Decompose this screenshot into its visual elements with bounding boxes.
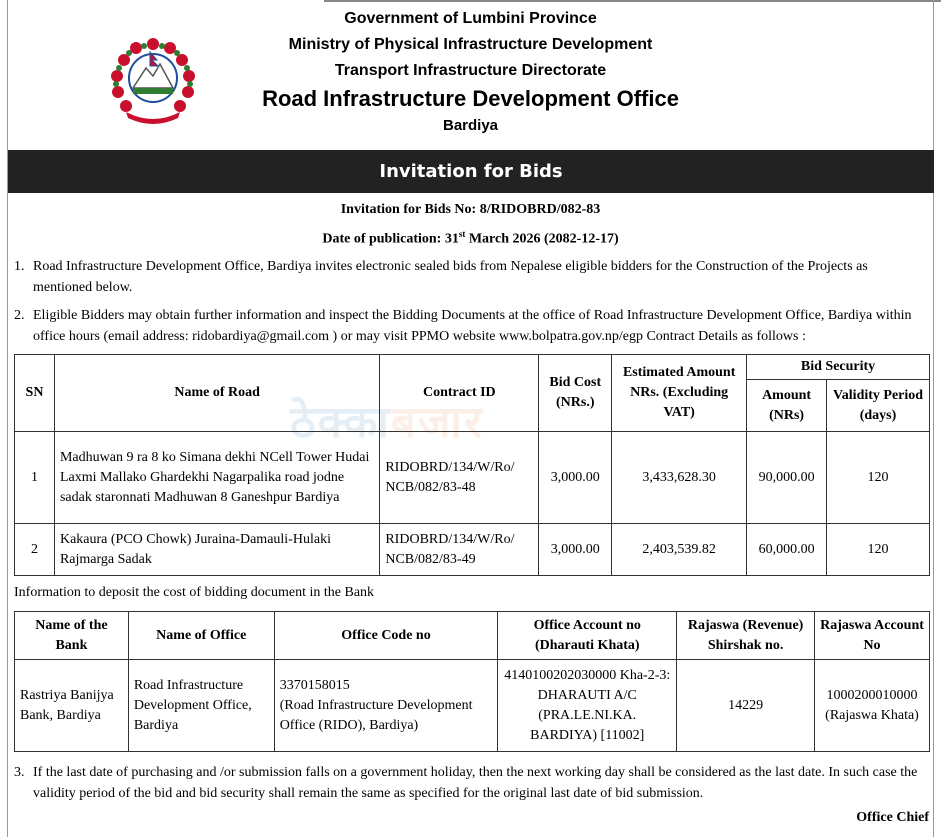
cell-bid-cost: 3,000.00: [539, 524, 612, 576]
paragraph-1: [14, 256, 930, 298]
ifb-number: Invitation for Bids No: 8/RIDOBRD/082-83: [340, 202, 601, 217]
header-road-name: Name of Road: [54, 355, 379, 432]
cell-bid-cost: 3,000.00: [539, 432, 612, 524]
cell-road-name: Kakaura (PCO Chowk) Juraina-Damauli-Hulaki Rajmarga Sadak: [54, 524, 379, 576]
cell-sn: 1: [15, 432, 55, 524]
publication-sup: st: [458, 229, 466, 239]
notice-banner: Invitation for Bids: [8, 150, 934, 193]
directorate-line: Transport Infrastructure Directorate: [334, 62, 607, 79]
header-shirshak-no: Rajaswa (Revenue) Shirshak no.: [677, 612, 815, 660]
header-office-name: Name of Office: [128, 612, 274, 660]
ministry-line: Ministry of Physical Infrastructure Development: [288, 36, 653, 53]
cell-office-name: Road Infrastructure Development Office, Bardiya: [128, 660, 274, 752]
paragraph-3: [14, 762, 930, 804]
office-code-desc: (Road Infrastructure Development Office (RIDO), Bardiya): [279, 697, 473, 733]
cell-rajaswa-account: [815, 660, 930, 752]
publication-date: [0, 229, 941, 248]
paragraph-number: 3.: [14, 765, 25, 780]
header-bank-name: Name of the Bank: [15, 612, 129, 660]
cell-estimated-amount: 2,403,539.82: [612, 524, 747, 576]
letterhead: [0, 6, 941, 138]
header-bid-cost: Bid Cost (NRs.): [539, 355, 612, 432]
paragraph-text: Eligible Bidders may obtain further information and inspect the Bidding Documents at the office of Road Infrastructure Development Office, Bardiya within office hours (email address: ridobardiya@gmail.com ) or may visit PPMO website www.bolpatra.gov.np/egp Contract Details as follows :: [33, 308, 912, 344]
paragraph-number: 1.: [14, 259, 25, 274]
cell-sn: 2: [15, 524, 55, 576]
header-account-no: Office Account no (Dharauti Khata): [498, 612, 677, 660]
publication-prefix: Date of publication: 31: [322, 231, 459, 247]
header-sn: SN: [15, 355, 55, 432]
cell-contract-id: RIDOBRD/134/W/Ro/ NCB/082/83-49: [380, 524, 539, 576]
office-code-number: 3370158015: [279, 677, 350, 693]
cell-road-name: Madhuwan 9 ra 8 ko Simana dekhi NCell Tower Hudai Laxmi Mallako Ghardekhi Nagarpalika road jodne sadak staronnati Madhuwan 8 Ganeshpur Bardiya: [54, 432, 379, 524]
table-row: [15, 432, 930, 524]
cell-contract-id: RIDOBRD/134/W/Ro/ NCB/082/83-48: [380, 432, 539, 524]
table-row: [15, 660, 930, 752]
signoff: Office Chief: [856, 810, 929, 825]
cell-security-amount: 60,000.00: [747, 524, 827, 576]
cell-account-no: 4140100202030000 Kha-2-3: DHARAUTI A/C (PRA.LE.NI.KA. BARDIYA) [11002]: [498, 660, 677, 752]
header-office-code: Office Code no: [274, 612, 498, 660]
cell-validity: 120: [827, 432, 930, 524]
office-location: Bardiya: [442, 117, 499, 134]
cell-estimated-amount: 3,433,628.30: [612, 432, 747, 524]
header-security-amount: Amount (NRs): [747, 380, 827, 432]
rajaswa-account-number: 1000200010000: [826, 687, 918, 703]
paragraph-text: If the last date of purchasing and /or submission falls on a government holiday, then the next working day shall be considered as the last date. In such case the validity period of the bid and bid security shall remain the same as specified for the original last date of bid submission.: [33, 765, 918, 801]
header-validity: Validity Period (days): [827, 380, 930, 432]
table-row: [15, 524, 930, 576]
government-line: Government of Lumbini Province: [344, 10, 597, 27]
paragraph-number: 2.: [14, 308, 25, 323]
header-contract-id: Contract ID: [380, 355, 539, 432]
bank-table: [14, 611, 930, 752]
rajaswa-account-desc: (Rajaswa Khata): [825, 707, 919, 723]
office-title: Road Infrastructure Development Office: [262, 86, 679, 111]
cell-security-amount: 90,000.00: [747, 432, 827, 524]
cell-shirshak-no: 14229: [677, 660, 815, 752]
paragraph-2: [14, 305, 930, 347]
watermark-logo: ठेक्काबजार: [290, 397, 484, 448]
contract-table: [14, 354, 930, 576]
cell-bank-name: Rastriya Banijya Bank, Bardiya: [15, 660, 129, 752]
cell-office-code: [274, 660, 498, 752]
header-rajaswa-account: Rajaswa Account No: [815, 612, 930, 660]
paragraph-text: Road Infrastructure Development Office, Bardiya invites electronic sealed bids from Nepalese eligible bidders for the Construction of the Projects as mentioned below.: [33, 259, 868, 295]
header-estimated-amount: Estimated Amount NRs. (Excluding VAT): [612, 355, 747, 432]
cell-validity: 120: [827, 524, 930, 576]
header-bid-security: Bid Security: [747, 355, 930, 380]
bank-info-heading: Information to deposit the cost of bidding document in the Bank: [14, 585, 375, 600]
publication-suffix: March 2026 (2082-12-17): [465, 231, 619, 247]
